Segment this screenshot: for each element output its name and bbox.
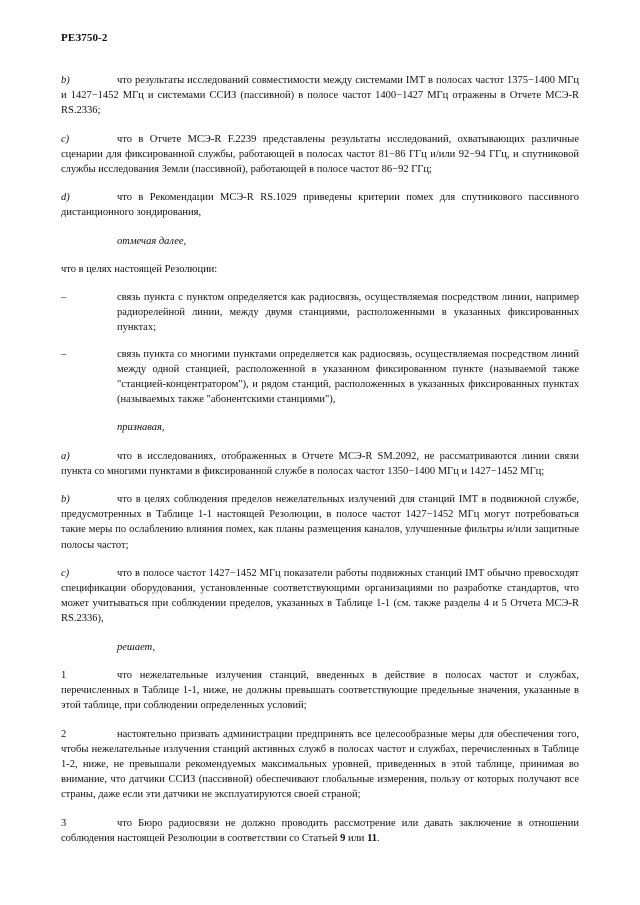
item-text-end: .: [376, 832, 380, 844]
item-text: настоятельно призвать администрации предпринять все целесообразные меры для обеспечения того, чтобы нежелательные излучения станций активных служб в полосах частот и службах, перечисленных в Таблице 1-2, ниже, не превышали рекомендуемых максимальных уровней, приведенных в этой таблице, принимая во внимание, что датчики ССИЗ (пассивной) обеспечивают глобальные измерения, пользу от которых получают все страны, даже если эти датчики не эксплуатируются своей страной;: [61, 728, 579, 801]
item-label: c): [61, 567, 70, 579]
item-text: что нежелательные излучения станций, введенных в действие в полосах частот и службах, перечисленных в Таблице 1-1, ниже, не должны превышать соответствующие предельные значения, указанные в этой таблице, при соблюдении определенных условий;: [61, 669, 579, 712]
article-reference: 11: [367, 832, 377, 844]
item-label: c): [61, 133, 70, 145]
bullet-dash: –: [61, 348, 67, 360]
resolves-item: [61, 727, 579, 803]
section-heading-resolves: решает,: [117, 641, 156, 653]
item-label: d): [61, 192, 70, 204]
definition-bullet: [61, 347, 579, 408]
item-number: 1: [61, 669, 67, 681]
recognizing-item: [61, 492, 579, 553]
article-reference: 9: [340, 832, 346, 844]
document-body: [61, 73, 579, 859]
considering-item: [61, 73, 579, 119]
item-label: b): [61, 75, 70, 86]
bullet-dash: –: [61, 292, 67, 304]
resolves-item: [61, 668, 579, 714]
item-text: что в Рекомендации МСЭ-R RS.1029 приведены критерии помех для спутникового пассивного дистанционного зондирования,: [61, 192, 579, 219]
item-number: 2: [61, 728, 67, 740]
item-label: b): [61, 494, 70, 506]
recognizing-item: [61, 566, 579, 627]
definition-bullet: [61, 290, 579, 336]
section-heading-noting-further: отмечая далее,: [117, 235, 187, 247]
item-text: что Бюро радиосвязи не должно проводить рассмотрение или давать заключение в отношении соблюдения настоящей Резолюции в соответствии со Статьей: [61, 817, 579, 844]
item-text: что в полосе частот 1427−1452 МГц показатели работы подвижных станций IMT обычно превосходят спецификации оборудования, установленные соответствующими организациями по разработке стандартов, что может учитываться при соблюдении пределов, указанных в Таблице 1-1 (см. также разделы 4 и 5 Отчета МСЭ-R RS.2336),: [61, 567, 579, 625]
definitions-intro: что в целях настоящей Резолюции:: [61, 263, 218, 275]
section-heading-recognizing: признавая,: [117, 422, 165, 434]
bullet-text: связь пункта со многими пунктами определяется как радиосвязь, осуществляемая посредством линий между одной станцией, расположенной в указанном фиксированном пункте (называемой также "станцией-концентратором"), и рядом станций, расположенных в указанных фиксированных пунктах (называемых также "абонентскими станциями"),: [117, 348, 579, 406]
recognizing-item: [61, 449, 579, 479]
document-id: РЕЗ750-2: [61, 32, 108, 44]
item-text-connector: или: [345, 832, 368, 844]
resolves-item: [61, 816, 579, 846]
considering-item: [61, 132, 579, 178]
item-text: что в Отчете МСЭ-R F.2239 представлены результаты исследований, охватывающих различные сценарии для фиксированной службы, работающей в полосах частот 81−86 ГГц и/или 92−94 ГГц, и спутниковой службы исследования Земли (пассивной), работающей в полосе частот 86−92 ГГц;: [61, 133, 579, 176]
item-text: что в целях соблюдения пределов нежелательных излучений для станций IMT в подвижной службе, предусмотренных в Таблице 1-1 настоящей Резолюции, в полосе частот 1427−1452 МГц могут потребоваться такие меры по ослаблению влияния помех, как планы размещения каналов, улучшенные фильтры и/или защитные полосы частот;: [61, 494, 579, 551]
item-label: a): [61, 450, 70, 462]
item-text: что результаты исследований совместимости между системами IMT в полосах частот 1375−1400 МГц и 1427−1452 МГц и системами ССИЗ (пассивной) в полосе частот 1400−1427 МГц отражены в Отчете МСЭ-R RS.2336;: [61, 75, 579, 117]
item-text: что в исследованиях, отображенных в Отчете МСЭ-R SM.2092, не рассматриваются линии связи пункта со многими пунктами в фиксированной службе в полосах частот 1350−1400 МГц и 1427−1452 МГц;: [61, 450, 579, 477]
considering-item: [61, 190, 579, 220]
item-number: 3: [61, 817, 67, 829]
bullet-text: связь пункта с пунктом определяется как радиосвязь, осуществляемая посредством линии, например радиорелейной линии, между двумя станциями, расположенными в указанных фиксированных пунктах;: [117, 292, 579, 334]
